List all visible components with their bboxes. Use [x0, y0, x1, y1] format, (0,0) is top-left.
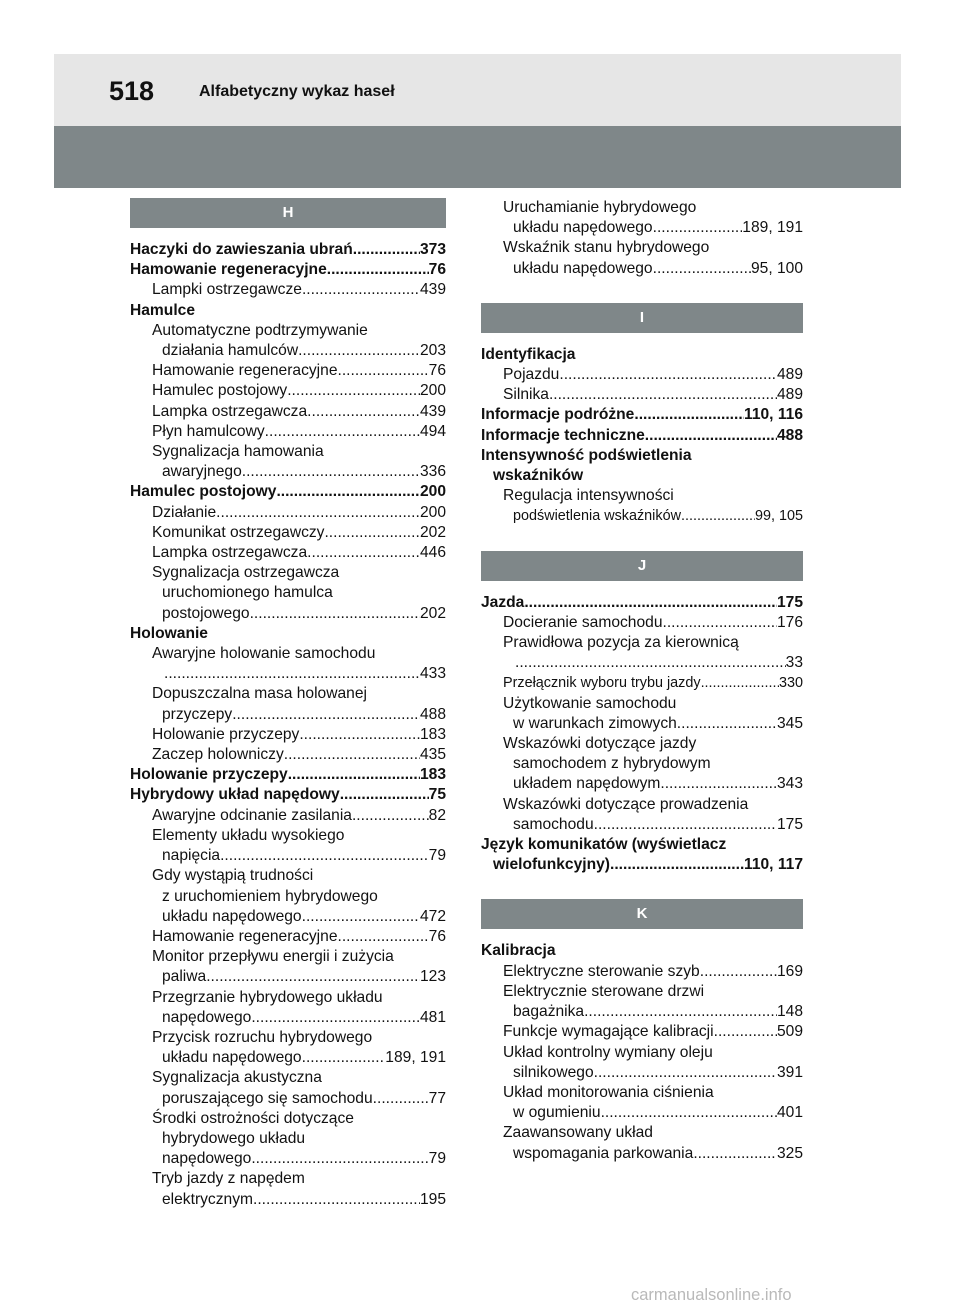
index-subentry: Funkcje wymagające kalibracji ..... 509	[481, 1022, 803, 1042]
index-subentry: Tryb jazdy z napędem	[152, 1170, 305, 1188]
index-subentry: ..... 433	[130, 664, 446, 684]
index-subentry: Lampki ostrzegawcze ..... 439	[130, 280, 446, 300]
index-subentry: Sygnalizacja akustyczna	[152, 1069, 322, 1087]
index-subentry: Komunikat ostrzegawczy ..... 202	[130, 523, 446, 543]
index-list-i	[481, 345, 803, 527]
decorative-band	[54, 126, 901, 188]
index-subentry: Gdy wystąpią trudności	[152, 867, 314, 885]
index-subentry: bagażnika ..... 148	[481, 1002, 803, 1022]
index-subentry: Zaczep holowniczy ..... 435	[130, 745, 446, 765]
index-subentry: Regulacja intensywności	[503, 487, 674, 505]
index-entry: Holowanie	[130, 624, 208, 642]
index-subentry: hybrydowego układu	[162, 1129, 306, 1147]
index-subentry: Docieranie samochodu ..... 176	[481, 613, 803, 633]
index-subentry: w ogumieniu ..... 401	[481, 1103, 803, 1123]
index-subentry: Wskaźnik stanu hybrydowego	[503, 239, 710, 257]
index-subentry: Płyn hamulcowy ..... 494	[130, 422, 446, 442]
index-subentry: układu napędowego ..... 95, 100	[481, 259, 803, 279]
index-subentry: Elementy układu wysokiego	[152, 826, 345, 844]
index-subentry: układem napędowym ..... 343	[481, 774, 803, 794]
index-subentry: Wskazówki dotyczące jazdy	[503, 735, 697, 753]
index-entry: Jazda ..... 175	[481, 593, 803, 613]
index-subentry: Przycisk rozruchu hybrydowego	[152, 1028, 373, 1046]
index-entry: Informacje techniczne ..... 488	[481, 426, 803, 446]
index-subentry: samochodu ..... 175	[481, 815, 803, 835]
index-subentry: w warunkach zimowych ..... 345	[481, 714, 803, 734]
index-subentry: Awaryjne holowanie samochodu	[152, 645, 376, 663]
watermark: carmanualsonline.info	[631, 1286, 792, 1304]
index-subentry: Zaawansowany układ	[503, 1124, 653, 1142]
index-subentry: z uruchomieniem hybrydowego	[162, 887, 378, 905]
index-subentry: Środki ostrożności dotyczące	[152, 1109, 354, 1127]
index-subentry: napędowego ..... 79	[130, 1149, 446, 1169]
index-entry: Holowanie przyczepy ..... 183	[130, 765, 446, 785]
index-subentry: napięcia ..... 79	[130, 846, 446, 866]
index-subentry: poruszającego się samochodu ..... 77	[130, 1089, 446, 1109]
index-list-j	[481, 593, 803, 876]
index-entry: Informacje podróżne ..... 110, 116	[481, 405, 803, 425]
index-list-h	[130, 240, 446, 1210]
index-subentry: Hamulec postojowy ..... 200	[130, 381, 446, 401]
index-subentry: postojowego ..... 202	[130, 604, 446, 624]
index-subentry: Układ monitorowania ciśnienia	[503, 1083, 714, 1101]
index-subentry: silnikowego ..... 391	[481, 1063, 803, 1083]
index-subentry: układu napędowego ..... 189, 191	[481, 218, 803, 238]
index-entry: Identyfikacja	[481, 345, 576, 363]
index-subentry: wspomagania parkowania ..... 325	[481, 1144, 803, 1164]
index-entry: Hamowanie regeneracyjne ..... 76	[130, 260, 446, 280]
index-subentry: samochodem z hybrydowym	[513, 755, 711, 773]
index-subentry: elektrycznym ..... 195	[130, 1190, 446, 1210]
index-subentry: Monitor przepływu energii i zużycia	[152, 948, 394, 966]
page-number: 518	[109, 76, 155, 106]
index-entry: Intensywność podświetlenia	[481, 446, 692, 464]
section-header-k: K	[481, 899, 803, 929]
index-entry: Hamulce	[130, 301, 196, 319]
index-subentry: działania hamulców ..... 203	[130, 341, 446, 361]
index-subentry: Przegrzanie hybrydowego układu	[152, 988, 383, 1006]
index-entry: wskaźników	[493, 467, 584, 485]
index-subentry: Działanie ..... 200	[130, 503, 446, 523]
index-entry: Haczyki do zawieszania ubrań ..... 373	[130, 240, 446, 260]
index-subentry: Lampka ostrzegawcza ..... 446	[130, 543, 446, 563]
index-subentry: Sygnalizacja ostrzegawcza	[152, 564, 340, 582]
index-subentry: Układ kontrolny wymiany oleju	[503, 1043, 713, 1061]
index-subentry: podświetlenia wskaźników ..... 99, 105	[481, 506, 803, 526]
index-subentry: uruchomionego hamulca	[162, 584, 333, 602]
index-subentry: przyczepy ..... 488	[130, 705, 446, 725]
index-subentry: Elektrycznie sterowane drzwi	[503, 982, 705, 1000]
index-subentry: Prawidłowa pozycja za kierownicą	[503, 634, 739, 652]
index-subentry: Lampka ostrzegawcza ..... 439	[130, 402, 446, 422]
index-subentry: układu napędowego ..... 472	[130, 907, 446, 927]
index-subentry: Automatyczne podtrzymywanie	[152, 321, 368, 339]
index-subentry: paliwa ..... 123	[130, 967, 446, 987]
index-list-k	[481, 941, 803, 1163]
index-subentry: ..... 33	[481, 653, 803, 673]
index-subentry: Silnika ..... 489	[481, 385, 803, 405]
index-subentry: układu napędowego ..... 189, 191	[130, 1048, 446, 1068]
index-entry: Język komunikatów (wyświetlacz	[481, 836, 727, 854]
index-entry: wielofunkcyjny) ..... 110, 117	[481, 855, 803, 875]
section-header-i: I	[481, 303, 803, 333]
index-subentry: Przełącznik wyboru trybu jazdy ..... 330	[481, 673, 803, 693]
index-subentry: Użytkowanie samochodu	[503, 694, 677, 712]
index-subentry: awaryjnego ..... 336	[130, 462, 446, 482]
index-subentry: Hamowanie regeneracyjne ..... 76	[130, 927, 446, 947]
page-title: Alfabetyczny wykaz haseł	[199, 83, 395, 100]
section-header-j: J	[481, 551, 803, 581]
index-subentry: Elektryczne sterowanie szyb ..... 169	[481, 962, 803, 982]
index-subentry: Awaryjne odcinanie zasilania ..... 82	[130, 806, 446, 826]
index-subentry: Holowanie przyczepy ..... 183	[130, 725, 446, 745]
index-column-right	[481, 198, 803, 1164]
index-subentry: Sygnalizacja hamowania	[152, 443, 324, 461]
index-subentry: Hamowanie regeneracyjne ..... 76	[130, 361, 446, 381]
index-subentry: Wskazówki dotyczące prowadzenia	[503, 795, 749, 813]
index-list-h-continued	[481, 198, 803, 279]
index-entry: Kalibracja	[481, 942, 556, 960]
index-subentry: Uruchamianie hybrydowego	[503, 199, 697, 216]
index-entry: Hamulec postojowy ..... 200	[130, 482, 446, 502]
index-subentry: Dopuszczalna masa holowanej	[152, 685, 367, 703]
index-subentry: napędowego ..... 481	[130, 1008, 446, 1028]
index-entry: Hybrydowy układ napędowy ..... 75	[130, 785, 446, 805]
index-column-left	[130, 198, 446, 1210]
header-band	[54, 54, 901, 126]
section-header-h: H	[130, 198, 446, 228]
index-subentry: Pojazdu ..... 489	[481, 365, 803, 385]
